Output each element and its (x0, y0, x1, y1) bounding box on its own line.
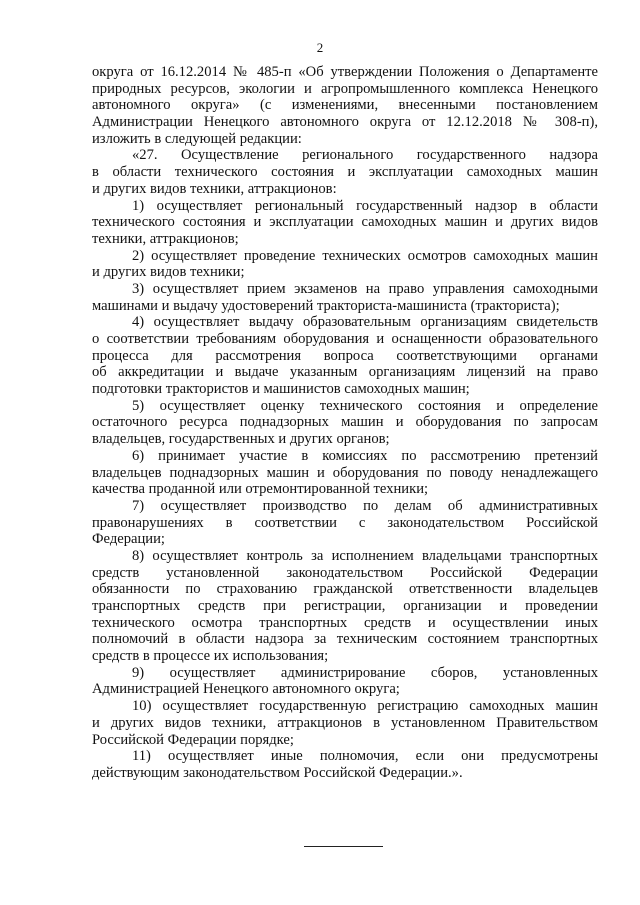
list-item-line: технического состояния и эксплуатации самоходных машин и других видов (92, 214, 598, 231)
list-item-line: машинами и выдачу удостоверений тракториста-машиниста (тракториста); (92, 297, 560, 314)
list-item-line: средств установленной законодательством Российской Федерации (92, 564, 598, 581)
section-heading-line: и других видов техники, аттракционов: (92, 180, 337, 197)
list-item-line: 10) осуществляет государственную регистрацию самоходных машин (132, 698, 598, 715)
document-body (92, 64, 598, 782)
list-item-line: подготовки трактористов и машинистов самоходных машин; (92, 381, 470, 398)
list-item-line: 2) осуществляет проведение технических осмотров самоходных машин (132, 247, 598, 264)
list-item-line: о соответствии требованиям оборудования и оснащенности образовательного (92, 331, 598, 347)
list-item-line: 9) осуществляет администрирование сборов, установленных (132, 664, 598, 681)
text-line: изложить в следующей редакции: (92, 130, 302, 147)
list-item-line: обязанности по страхованию гражданской ответственности владельцев (92, 581, 598, 598)
section-heading-line: в области технического состояния и эксплуатации самоходных машин (92, 164, 598, 181)
list-item-line: 11) осуществляет иные полномочия, если они предусмотрены (132, 748, 598, 765)
list-item-line: и других видов техники, аттракционов в установленном Правительством (92, 714, 598, 731)
list-item-line: процесса для рассмотрения вопроса соответствующими органами (92, 347, 598, 364)
list-item-line: 8) осуществляет контроль за исполнением владельцами транспортных (132, 547, 598, 564)
list-item-line: 7) осуществляет производство по делам об административных (132, 497, 598, 514)
list-item-line: 1) осуществляет региональный государственный надзор в области (132, 197, 598, 214)
list-item-line: техники, аттракционов; (92, 230, 239, 247)
list-item-line: технического осмотра транспортных средств и осуществлении иных (92, 614, 598, 631)
list-item-line: Российской Федерации порядке; (92, 731, 294, 748)
list-item-line: Федерации; (92, 531, 165, 548)
list-item-line: качества проданной или отремонтированной техники; (92, 481, 429, 498)
list-item-line: владельцев, государственных и других органов; (92, 431, 390, 448)
list-item-line: остаточного ресурса поднадзорных машин и оборудования по запросам (92, 414, 598, 431)
list-item-line: действующим законодательством Российской Федерации.». (92, 764, 463, 781)
section-heading-line: «27. Осуществление регионального государственного надзора (132, 147, 598, 164)
text-line: природных ресурсов, экологии и агропромышленного комплекса Ненецкого (92, 80, 598, 97)
list-item-line: владельцев поднадзорных машин и оборудования по поводу ненадлежащего (92, 464, 598, 481)
list-item-line: 6) принимает участие в комиссиях по рассмотрению претензий (132, 447, 598, 464)
page-number: 2 (316, 40, 324, 55)
list-item-line: полномочий в области надзора за техническим состоянием транспортных (92, 631, 598, 648)
closing-rule (304, 846, 383, 847)
text-line: Администрации Ненецкого автономного округа от 12.12.2018 № 308-п), (92, 114, 598, 131)
list-item-line: и других видов техники; (92, 264, 245, 281)
list-item-line: об аккредитации и выдаче указанным организациям лицензий на право (92, 364, 598, 381)
list-item-line: 5) осуществляет оценку технического состояния и определение (132, 397, 598, 414)
list-item-line: средств в процессе их использования; (92, 648, 329, 665)
list-item-line: 4) осуществляет выдачу образовательным организациям свидетельств (132, 314, 598, 331)
list-item-line: правонарушениях в соответствии с законодательством Российской (92, 514, 598, 531)
list-item-line: транспортных средств при регистрации, организации и проведении (92, 598, 598, 614)
list-item-line: Администрацией Ненецкого автономного округа; (92, 681, 400, 698)
list-item-line: 3) осуществляет прием экзаменов на право управления самоходными (132, 280, 598, 297)
text-line: округа от 16.12.2014 № 485-п «Об утверждении Положения о Департаменте (92, 64, 598, 80)
text-line: автономного округа» (с изменениями, внесенными постановлением (92, 97, 598, 114)
